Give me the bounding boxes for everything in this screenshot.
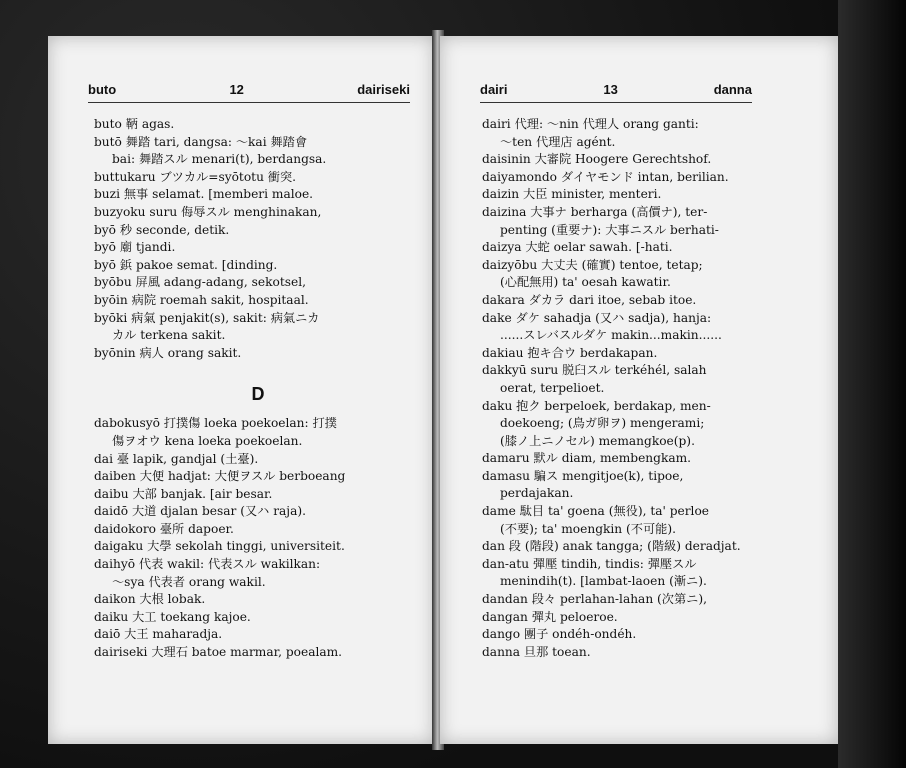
dictionary-entry: butō 舞踏 tari, dangsa: ～kai 舞踏會 bbox=[94, 134, 308, 149]
right-header-guide-word-start: dairi bbox=[480, 82, 508, 97]
dictionary-entry-continuation: 傷ヲオウ kena loeka poekoelan. bbox=[112, 433, 303, 448]
dictionary-entry: danna 旦那 toean. bbox=[482, 644, 591, 659]
dictionary-entry: daizina 大事ナ berharga (高價ナ), ter- bbox=[482, 204, 708, 219]
dictionary-entry: daiben 大便 hadjat: 大便ヲスル berboeang bbox=[94, 469, 346, 484]
dictionary-entry: byōbu 屏風 adang-adang, sekotsel, bbox=[94, 275, 306, 290]
right-page bbox=[440, 36, 838, 744]
dictionary-entry: buzyoku suru 侮辱スル menghinakan, bbox=[94, 204, 322, 219]
dictionary-entry: daisinin 大審院 Hoogere Gerechtshof. bbox=[482, 152, 712, 167]
dictionary-entry: daiku 大工 toekang kajoe. bbox=[94, 609, 251, 624]
dictionary-entry: byōnin 病人 orang sakit. bbox=[94, 345, 242, 360]
left-page-number: 12 bbox=[229, 82, 244, 97]
dictionary-entry: byōki 病氣 penjakit(s), sakit: 病氣ニカ bbox=[94, 310, 320, 325]
dictionary-entry: daizyōbu 大丈夫 (確實) tentoe, tetap; bbox=[482, 257, 703, 272]
right-page-number: 13 bbox=[603, 82, 618, 97]
dictionary-entry-continuation: oerat, terpelioet. bbox=[500, 380, 605, 395]
dictionary-entry: dakiau 抱キ合ウ berdakapan. bbox=[482, 345, 658, 360]
dictionary-entry: daku 抱ク berpeloek, berdakap, men- bbox=[482, 398, 711, 413]
dictionary-entry: daidō 大道 djalan besar (又ハ raja). bbox=[94, 504, 306, 519]
dictionary-entry-continuation: bai: 舞踏スル menari(t), berdangsa. bbox=[112, 152, 327, 167]
dictionary-entry-continuation: perdajakan. bbox=[500, 486, 574, 501]
dictionary-entry: daiyamondo ダイヤモンド intan, berilian. bbox=[482, 169, 729, 184]
left-header-rule bbox=[88, 102, 410, 103]
dictionary-entry: daiō 大王 maharadja. bbox=[94, 627, 223, 642]
dictionary-entry: dake ダケ sahadja (又ハ sadja), hanja: bbox=[482, 310, 712, 325]
dictionary-entry: dai 臺 lapik, gandjal (土臺). bbox=[94, 451, 259, 466]
left-page bbox=[48, 36, 434, 744]
dictionary-entry: byō 廟 tjandi. bbox=[94, 240, 176, 255]
left-page-header bbox=[88, 82, 410, 100]
left-header-guide-word-end: dairiseki bbox=[357, 82, 410, 97]
dictionary-entry-continuation: ～ten 代理店 agént. bbox=[500, 134, 616, 149]
dictionary-entry: dan-atu 彈壓 tindih, tindis: 彈壓スル bbox=[482, 556, 697, 571]
section-letter-heading: D bbox=[251, 384, 265, 405]
dictionary-entry: buzi 無事 selamat. [memberi maloe. bbox=[94, 187, 314, 202]
left-header-guide-word-start: buto bbox=[88, 82, 117, 97]
dictionary-entry-continuation: (心配無用) ta' oesah kawatir. bbox=[500, 275, 671, 290]
dictionary-entry: dame 駄目 ta' goena (無役), ta' perloe bbox=[482, 504, 709, 519]
dictionary-entry: daikon 大根 lobak. bbox=[94, 592, 206, 607]
dictionary-entry: dangan 彈丸 peloeroe. bbox=[482, 609, 618, 624]
dictionary-entry: damasu 騙ス mengitjoe(k), tipoe, bbox=[482, 468, 684, 483]
dictionary-entry: dairi 代理: ～nin 代理人 orang ganti: bbox=[482, 117, 699, 131]
left-entries bbox=[94, 116, 422, 662]
dictionary-entry: byōin 病院 roemah sakit, hospitaal. bbox=[94, 292, 309, 307]
dictionary-entry: buto 鞆 agas. bbox=[94, 117, 175, 131]
dictionary-entry: buttukaru ブツカル=syōtotu 衝突. bbox=[94, 169, 297, 184]
dictionary-entry: dango 團子 ondéh-ondéh. bbox=[482, 627, 637, 642]
dictionary-entry: dandan 段々 perlahan-lahan (次第ニ), bbox=[482, 592, 707, 607]
dictionary-entry-continuation: (不要); ta' moengkin (不可能). bbox=[500, 521, 676, 536]
dictionary-entry: damaru 默ル diam, membengkam. bbox=[482, 451, 692, 466]
dictionary-entry-continuation: カル terkena sakit. bbox=[112, 328, 226, 343]
dictionary-entry: daigaku 大學 sekolah tinggi, universiteit. bbox=[94, 539, 345, 554]
dictionary-entry-continuation: ～sya 代表者 orang wakil. bbox=[112, 574, 266, 589]
dictionary-entry: byō 鋲 pakoe semat. [dinding. bbox=[94, 257, 278, 272]
right-page-header bbox=[480, 82, 752, 100]
dictionary-entry: dakkyū suru 脱臼スル terkéhél, salah bbox=[482, 363, 707, 378]
dictionary-entry: dakara ダカラ dari itoe, sebab itoe. bbox=[482, 292, 697, 307]
dictionary-entry-continuation: penting (重要ナ): 大事ニスル berhati- bbox=[500, 222, 719, 237]
dictionary-entry-continuation: doekoeng; (鳥ガ卵ヲ) mengerami; bbox=[500, 416, 705, 431]
right-header-guide-word-end: danna bbox=[713, 82, 752, 97]
dictionary-entry: daidokoro 臺所 dapoer. bbox=[94, 521, 234, 536]
right-entries bbox=[482, 116, 784, 661]
right-header-rule bbox=[480, 102, 752, 103]
dictionary-entry-continuation: (膝ノ上ニノセル) memangkoe(p). bbox=[500, 433, 695, 448]
dictionary-entry: daibu 大部 banjak. [air besar. bbox=[94, 486, 273, 501]
dictionary-entry-continuation: menindih(t). [lambat-laoen (漸ニ). bbox=[500, 574, 707, 589]
dictionary-entry: daihyō 代表 wakil: 代表スル wakilkan: bbox=[94, 557, 321, 572]
scan-dark-edge bbox=[838, 0, 906, 768]
dictionary-entry: dairiseki 大理石 batoe marmar, poealam. bbox=[94, 645, 343, 660]
dictionary-entry: daizya 大蛇 oelar sawah. [-hati. bbox=[482, 240, 673, 255]
dictionary-entry: byō 秒 seconde, detik. bbox=[94, 222, 230, 237]
dictionary-entry-continuation: ......スレバスルダケ makin...makin...... bbox=[500, 328, 722, 343]
dictionary-entry: dabokusyō 打撲傷 loeka poekoelan: 打撲 bbox=[94, 416, 337, 431]
dictionary-entry: daizin 大臣 minister, menteri. bbox=[482, 187, 662, 202]
dictionary-entry: dan 段 (階段) anak tangga; (階級) deradjat. bbox=[482, 539, 741, 554]
